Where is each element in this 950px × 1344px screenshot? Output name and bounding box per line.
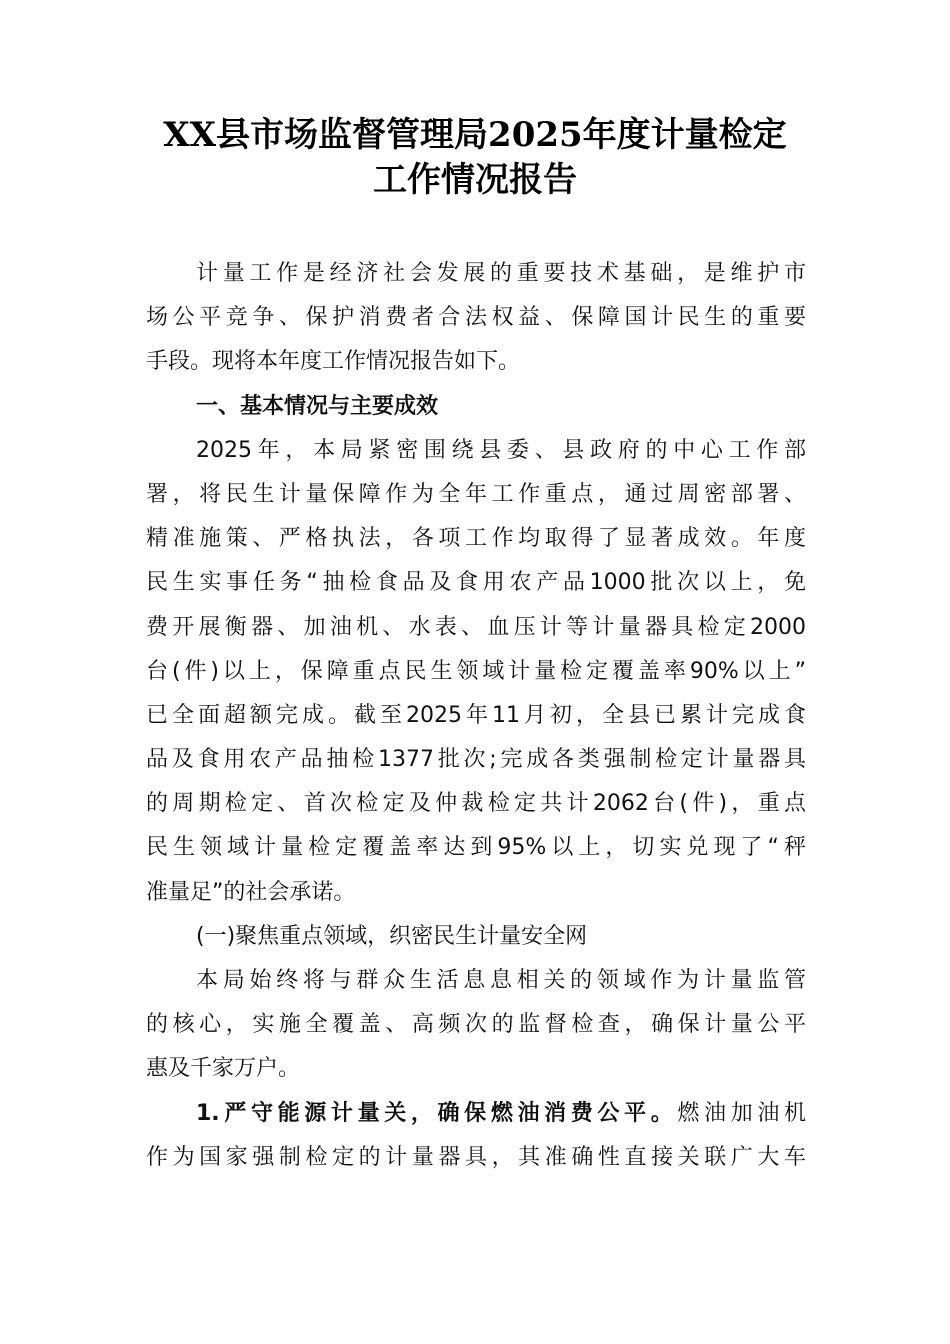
section1-line-5: 费开展衡器、加油机、水表、血压计等计量器具检定2000 [146, 614, 806, 640]
subsection1-line-3: 惠及千家万户。 [146, 1056, 301, 1082]
section1-line-2: 署，将民生计量保障作为全年工作重点，通过周密部署、 [146, 481, 806, 507]
subsection1-line-2: 的核心，实施全覆盖、高频次的监督检查，确保计量公平 [146, 1012, 806, 1038]
document-title [140, 113, 810, 203]
section1-line-9: 的周期检定、首次检定及仲裁检定共计2062台(件)，重点 [146, 791, 806, 817]
title-line-2: 工作情况报告 [373, 160, 577, 200]
title-line-1: XX县市场监督管理局2025年度计量检定 [163, 115, 787, 155]
item1-rest: 燃油加油机 [677, 1100, 806, 1126]
item1-line-2: 作为国家强制检定的计量器具，其准确性直接关联广大车 [146, 1144, 806, 1170]
subsection-heading-1: (一)聚焦重点领域，织密民生计量安全网 [196, 923, 588, 949]
item1-line-1 [146, 1092, 806, 1136]
section1-line-7: 已全面超额完成。截至2025年11月初，全县已累计完成食 [146, 702, 806, 728]
subsection1-line-1: 本局始终将与群众生活息息相关的领域作为计量监管 [196, 968, 806, 993]
section1-line-11: 准量足”的社会承诺。 [146, 879, 356, 905]
intro-line-1: 计量工作是经济社会发展的重要技术基础，是维护市 [196, 261, 806, 286]
section1-line-6: 台(件)以上，保障重点民生领域计量检定覆盖率90%以上” [146, 658, 806, 684]
section-heading-1: 一、基本情况与主要成效 [196, 393, 439, 419]
item1-bold-lead: 1.严守能源计量关，确保燃油消费公平。 [196, 1100, 678, 1126]
section1-line-3: 精准施策、严格执法，各项工作均取得了显著成效。年度 [146, 526, 806, 552]
section1-line-10: 民生领域计量检定覆盖率达到95%以上，切实兑现了“秤 [146, 835, 806, 861]
intro-line-2: 场公平竞争、保护消费者合法权益、保障国计民生的重要 [146, 305, 806, 331]
section1-line-1: 2025年，本局紧密围绕县委、县政府的中心工作部 [196, 437, 806, 463]
section1-line-8: 品及食用农产品抽检1377批次;完成各类强制检定计量器具 [146, 747, 806, 773]
section1-line-4: 民生实事任务“抽检食品及食用农产品1000批次以上，免 [146, 570, 806, 596]
intro-line-3: 手段。现将本年度工作情况报告如下。 [146, 349, 521, 375]
document-body [146, 252, 806, 1180]
